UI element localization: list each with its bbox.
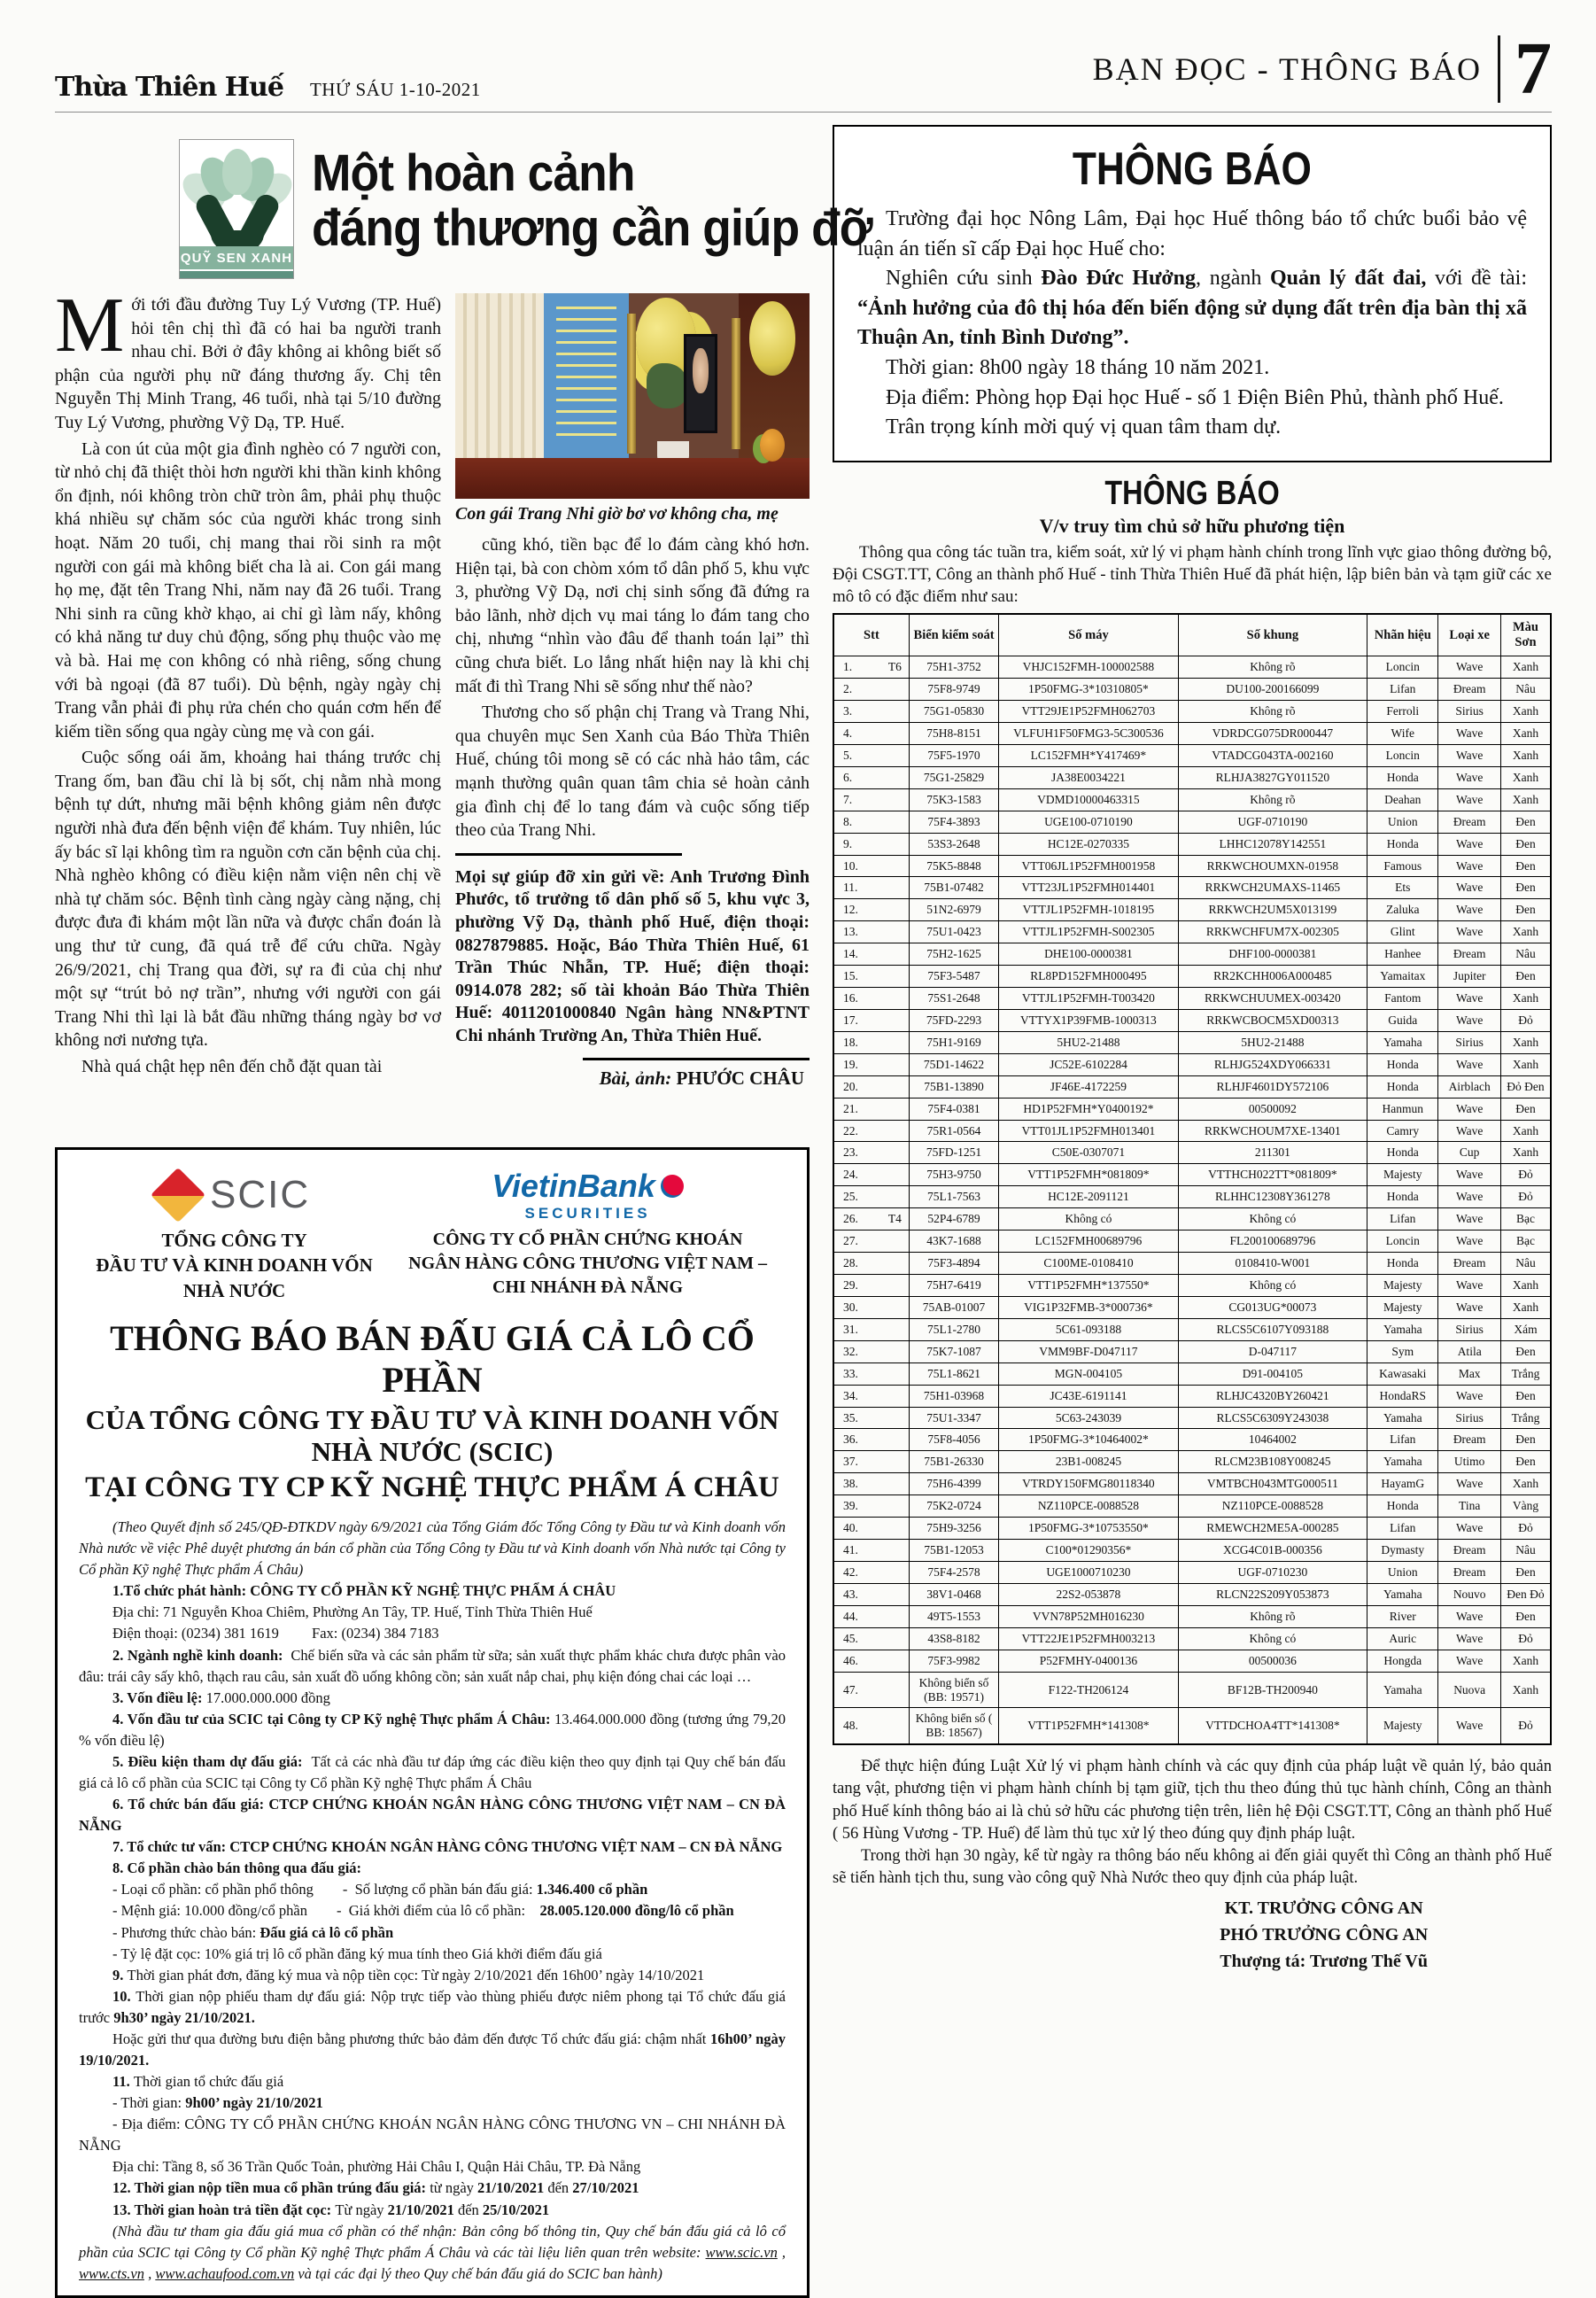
- col-header-engine: Số máy: [999, 614, 1178, 656]
- lotus-hands-icon: [180, 145, 293, 230]
- notice-line: 7. Tổ chức tư vấn: CTCP CHỨNG KHOÁN NGÂN HÀNG CÔNG THƯƠNG VIỆT NAM – CN ĐÀ NẴNG: [112, 1838, 783, 1856]
- table-row: 9. 53S3-2648 HC12E-0270335 LHHC12078Y142551 Honda Wave Đen: [833, 833, 1551, 855]
- notice-line: 13. Thời gian hoàn trả tiền đặt cọc: Từ ngày 21/10/2021 đến 25/10/2021: [112, 2201, 550, 2218]
- notice-line: Trân trọng kính mời quý vị quan tâm tham dự.: [886, 415, 1282, 439]
- notice-line: 4. Vốn đầu tư của SCIC tại Công ty CP Kỹ nghệ Thực phẩm Á Châu: 13.464.000.000 đồng (tương ứng 79,20 % vốn điều lệ): [79, 1710, 786, 1749]
- paragraph: Là con út của một gia đình nghèo có 7 người con, từ nhỏ chị đã thiệt thòi hơn người khi thần kinh không ổn định, nói không tròn chữ tròn âm, phải phụ thuộc khá nhiều sự chăm sóc của người khác trong sinh hoạt. Năm 20 tuổi, chị mang thai rồi sinh ra một người con gái mà không biết cha là ai. Con gái mang họ mẹ, đặt tên Trang Nhi, năm nay đã 26 tuổi. Trang Nhi sinh ra cũng khờ khạo, ai chỉ gì làm nấy, không có khả năng tư duy chủ động, sống phụ thuộc vào mẹ và bà. Hai mẹ con không có nhà riêng, sống chung với bà ngoại (đã 87 tuổi). Dù bệnh, ngày ngày chị Trang vẫn phải đi phụ rửa chén cho quán cơm hến để kiếm tiền sống qua ngày cùng mẹ và con gái.: [55, 439, 441, 741]
- photo-altar-table: [455, 458, 810, 499]
- table-row: 1. T6 75H1-3752 VHJC152FMH-100002588 Không rõ Loncin Wave Xanh: [833, 656, 1551, 679]
- page-number: 7: [1498, 35, 1552, 103]
- photo-candlestick: [627, 314, 636, 454]
- vietinbank-logo: VietinBank: [492, 1168, 684, 1205]
- notice-line: 9. Thời gian phát đơn, đăng ký mua và nộp tiền cọc: Từ ngày 2/10/2021 đến 16h00’ ngày 14/10/2021: [112, 1966, 705, 1984]
- notice-line: - Thời gian: 9h00’ ngày 21/10/2021: [112, 2094, 323, 2112]
- table-row: 3. 75G1-05830 VTT29JE1P52FMH062703 Không rõ Ferroli Sirius Xanh: [833, 701, 1551, 723]
- scic-organization: SCIC TỔNG CÔNG TY ĐẦU TƯ VÀ KINH DOANH VỐN NHÀ NƯỚC: [79, 1162, 390, 1303]
- vehicle-table: [833, 613, 1552, 1745]
- table-row: 2. 75F8-9749 1P50FMG-3*10310805* DU100-200166099 Lifan Đream Nâu: [833, 679, 1551, 701]
- auction-notice-box: [55, 1147, 810, 2298]
- notice-line: 2. Ngành nghề kinh doanh: Chế biến sữa và các sản phẩm từ sữa; sản xuất thực phẩm khác chưa được phân vào đâu: trái cây sấy khô, thạch rau câu, sản xuất đồ uống không cồn; sản xuất nắp chai, phụ kiện đóng chai các loại …: [79, 1646, 786, 1685]
- scic-logo-icon: [151, 1168, 205, 1223]
- table-row: 45. 43S8-8182 VTT22JE1P52FMH003213 Không có Auric Wave Đỏ: [833, 1627, 1551, 1650]
- vehicle-notice-header: [833, 475, 1552, 608]
- notice-line: 5. Điều kiện tham dự đấu giá: Tất cả các nhà đầu tư đáp ứng các điều kiện theo quy định tại Quy chế bán đấu giá cả lô cổ phần của SCIC tại Công ty Cổ phần Kỹ nghệ Thực phẩm Á Châu: [79, 1752, 786, 1791]
- table-row: 13. 75U1-0423 VTTJL1P52FMH-S002305 RRKWCHFUM7X-002305 Glint Wave Xanh: [833, 921, 1551, 943]
- table-row: 33. 75L1-8621 MGN-004105 D91-004105 Kawasaki Max Trắng: [833, 1362, 1551, 1385]
- author-name: PHƯỚC CHÂU: [676, 1067, 804, 1090]
- vietinbank-swoosh-icon: [661, 1175, 684, 1198]
- table-row: 24. 75H3-9750 VTT1P52FMH*081809* VTTHCH022TT*081809* Majesty Wave Đỏ: [833, 1164, 1551, 1186]
- table-row: 48. Không biển số ( BB: 18567) VTT1P52FMH*141308* VTTDCHOA4TT*141308* Majesty Wave Đỏ: [833, 1708, 1551, 1744]
- vehicle-notice-closing: [833, 1756, 1552, 1890]
- notice-line: - Loại cổ phần: cổ phần phổ thông - Số lượng cổ phần bán đấu giá: 1.346.400 cổ phần: [112, 1881, 648, 1898]
- notice-line: - Phương thức chào bán: Đấu giá cả lô cổ phần: [112, 1923, 394, 1941]
- col-header-chassis: Số khung: [1178, 614, 1367, 656]
- notice-line: 11. Thời gian tổ chức đấu giá: [112, 2073, 284, 2091]
- university-notice-box: [833, 125, 1552, 462]
- table-row: 4. 75H8-8151 VLFUH1F50FMG3-5C300536 VDRDCG075DR000447 Wife Wave Xanh: [833, 722, 1551, 744]
- col-header-color: Màu Sơn: [1500, 614, 1551, 656]
- table-row: 7. 75K3-1583 VDMD10000463315 Không rõ Deahan Wave Xanh: [833, 788, 1551, 811]
- paragraph: Trong thời hạn 30 ngày, kể từ ngày ra thông báo nếu không ai đến giải quyết thì Công an thành phố Huế sẽ tiến hành tịch thu, sung vào công quỹ Nhà Nước theo quy định của pháp luật.: [833, 1846, 1552, 1888]
- vietinbank-organization: VietinBank SECURITIES CÔNG TY CỔ PHẦN CHỨNG KHOÁN NGÂN HÀNG CÔNG THƯƠNG VIỆT NAM – CHI NHÁNH ĐÀ NẴNG: [408, 1168, 767, 1297]
- paragraph: Nhà quá chật hẹp nên đến chỗ đặt quan tài: [81, 1057, 383, 1076]
- sen-xanh-fund-logo: [179, 139, 294, 279]
- vehicle-notice-subtitle: V/v truy tìm chủ sở hữu phương tiện: [1039, 514, 1345, 537]
- table-row: 21. 75F4-0381 HD1P52FMH*Y0400192* 00500092 Hanmun Wave Đen: [833, 1098, 1551, 1120]
- paragraph: Cuộc sống oái ăm, khoảng hai tháng trước chị Trang ốm, ban đầu chỉ là bị sốt, chị nằm nhà mong bệnh tự dứt, nhưng mãi bệnh không giảm nên được người nhà đưa đến bệnh viện để khám. Tuy nhiên, lúc ấy bác sĩ lại không tìm ra nguồn cơn căn bệnh của chị. Nhà nghèo không có điều kiện nằm viện nên chị về nhà tự chăm sóc. Bệnh tình càng ngày càng nặng, chị được đưa đi khám một lần nữa và được chẩn đoán là ung thư tử cung, đã quá trễ để cứu chữa. Ngày 26/9/2021, chị Trang qua đời, sự ra đi của chị như một sự “trút bỏ nợ trần”, nhưng với người con gái Trang Nhi thì lại là bắt đầu những tháng ngày bơ vơ không nơi nương tựa.: [55, 748, 441, 1051]
- table-row: 32. 75K7-1087 VMM9BF-D047117 D-047117 Sym Atila Đen: [833, 1340, 1551, 1362]
- paragraph: Thương cho số phận chị Trang và Trang Nhi, qua chuyên mục Sen Xanh của Báo Thừa Thiên Huế, chúng tôi mong sẽ có các nhà hảo tâm, các mạnh thường quân quan tâm chia sẻ hoàn cảnh gia đình chị để lo tang đám và cuộc sống tiếp theo của Trang Nhi.: [455, 703, 810, 841]
- table-row: 19. 75D1-14622 JC52E-6102284 RLHJG524XDY066331 Honda Wave Xanh: [833, 1053, 1551, 1075]
- notice-line: - Tỷ lệ đặt cọc: 10% giá trị lô cổ phần đăng ký mua tính theo Giá khởi điểm đấu giá: [112, 1945, 602, 1962]
- notice-line: Địa chỉ: 71 Nguyễn Khoa Chiêm, Phường An Tây, TP. Huế, Tỉnh Thừa Thiên Huế: [112, 1603, 593, 1621]
- auction-title: THÔNG BÁO BÁN ĐẤU GIÁ CẢ LÔ CỔ PHẦN CỦA TỔNG CÔNG TY ĐẦU TƯ VÀ KINH DOANH VỐN NHÀ NƯỚC (SCIC) TẠI CÔNG TY CP KỸ NGHỆ THỰC PHẨM Á CHÂU: [85, 1318, 779, 1504]
- charity-article-header: [55, 139, 872, 279]
- table-row: 22. 75R1-0564 VTT01JL1P52FMH013401 RRKWCHOUM7XE-13401 Camry Wave Xanh: [833, 1120, 1551, 1142]
- table-row: 10. 75K5-8848 VTT06JL1P52FMH001958 RRKWCHOUMXN-01958 Famous Wave Đen: [833, 855, 1551, 877]
- table-row: 42. 75F4-2578 UGE1000710230 UGF-0710230 Union Đream Đen: [833, 1562, 1551, 1584]
- byline: Bài, ảnh: PHƯỚC CHÂU: [599, 1067, 804, 1090]
- paragraph: cũng khó, tiền bạc để lo đám càng khó hơn. Hiện tại, bà con chòm xóm tổ dân phố 5, khu vực 3, phường Vỹ Dạ, nơi chị sinh sống đã đứng ra bảo lãnh, nhờ dịch vụ mai táng lo đám tang cho chị, nhưng “nhìn vào đâu để thanh toán lại” thì cũng chưa biết. Lo lắng nhất hiện nay là khi chị mất đi thì Trang Nhi sẽ sống như thế nào?: [455, 535, 810, 696]
- photo-candlestick: [732, 318, 740, 449]
- table-row: 8. 75F4-3893 UGE100-0710190 UGF-0710190 Union Đream Đen: [833, 811, 1551, 833]
- notice-line: - Mệnh giá: 10.000 đồng/cổ phần - Giá khởi điểm của lô cổ phần: 28.005.120.000 đồng/lô cổ phần: [112, 1902, 734, 1920]
- divider: [455, 853, 682, 856]
- donation-contact-box: Mọi sự giúp đỡ xin gửi về: Anh Trương Đình Phước, tổ trưởng tổ dân phố số 5, khu vực 3, phường Vỹ Dạ, thành phố Huế, điện thoại: 0827879885. Hoặc, Báo Thừa Thiên Huế, 61 Trần Thúc Nhẫn, TP. Huế; điện thoại: 0914.078 282; số tài khoản Báo Thừa Thiên Huế: 4011201000840 Ngân hàng NN&PTNT Chi nhánh Trường An, Thừa Thiên Huế.: [455, 866, 810, 1045]
- paragraph: Để thực hiện đúng Luật Xử lý vi phạm hành chính và các quy định của pháp luật về quản lý, bảo quản tang vật, phương tiện vi phạm hành chính bị tạm giữ, tịch thu theo đúng thủ tục hành chính, Công an thành phố Huế kính thông báo ai là chủ sở hữu các phương tiện trên, liên hệ Đội CSGT.TT, Công an thành phố Huế ( 56 Hùng Vương - TP. Huế) để làm thủ tục xử lý theo đúng quy định pháp luật.: [833, 1758, 1552, 1843]
- table-row: 5. 75F5-1970 LC152FMH*Y417469* VTADCG043TA-002160 Loncin Wave Xanh: [833, 744, 1551, 766]
- article-photo: [455, 293, 810, 499]
- section-title: BẠN ĐỌC - THÔNG BÁO: [1092, 51, 1482, 87]
- table-row: 27. 43K7-1688 LC152FMH00689796 FL200100689796 Loncin Wave Bạc: [833, 1231, 1551, 1253]
- table-row: 44. 49T5-1553 VVN78P52MH016230 Không rõ River Wave Đen: [833, 1605, 1551, 1627]
- scic-logo-text: SCIC: [209, 1173, 311, 1216]
- divider: [583, 1058, 810, 1060]
- photo-blue-banner: [544, 293, 629, 458]
- table-row: 31. 75L1-2780 5C61-093188 RLCS5C6107Y093188 Yamaha Sirius Xám: [833, 1318, 1551, 1340]
- table-row: 15. 75F3-5487 RL8PD152FMH000495 RR2KCHH006A000485 Yamaitax Jupiter Đen: [833, 966, 1551, 988]
- auction-terms: [79, 1517, 786, 2285]
- notice-line: Hoặc gửi thư qua đường bưu điện bằng phương thức bảo đảm đến được Tổ chức đấu giá: chậm nhất 16h00’ ngày 19/10/2021.: [79, 2030, 786, 2069]
- notice-line: (Nhà đầu tư tham gia đấu giá mua cổ phần có thể nhận: Bản công bố thông tin, Quy chế bán đấu giá cả lô cổ phần của SCIC tại Công ty Cổ phần Kỹ nghệ Thực phẩm Á Châu và các tài liệu liên quan trên website: www.scic.vn , www.cts.vn , www.achaufood.com.vn và tại các đại lý theo Quy chế bán đấu giá do SCIC ban hành): [79, 2222, 786, 2282]
- table-row: 16. 75S1-2648 VTTJL1P52FMH-T003420 RRKWCHUUMEX-003420 Fantom Wave Xanh: [833, 988, 1551, 1010]
- notice-line: 10. Thời gian nộp phiếu tham dự đấu giá: Nộp trực tiếp vào thùng phiếu được niêm phong tại Tổ chức đấu giá trước 9h30’ ngày 21/10/2021.: [79, 1987, 786, 2026]
- table-row: 43. 38V1-0468 22S2-053878 RLCN22S209Y053873 Yamaha Nouvo Đen Đỏ: [833, 1583, 1551, 1605]
- notice-line: Trường đại học Nông Lâm, Đại học Huế thông báo tổ chức buổi bảo vệ luận án tiến sĩ cấp Đại học Huế cho:: [857, 207, 1527, 260]
- table-header-row: [833, 614, 1551, 656]
- table-row: 23. 75FD-1251 C50E-0307071 211301 Honda Cup Xanh: [833, 1142, 1551, 1164]
- col-header-stt: Stt: [833, 614, 909, 656]
- col-header-brand: Nhãn hiệu: [1367, 614, 1438, 656]
- notice-line: 1.Tổ chức phát hành: CÔNG TY CỔ PHẦN KỸ NGHỆ THỰC PHẨM Á CHÂU: [112, 1582, 616, 1600]
- table-row: 6. 75G1-25829 JA38E0034221 RLHJA3827GY011520 Honda Wave Xanh: [833, 766, 1551, 788]
- photo-fruit: [760, 429, 785, 462]
- table-row: 40. 75H9-3256 1P50FMG-3*10753550* RMEWCH2ME5A-000285 Lifan Wave Đỏ: [833, 1518, 1551, 1540]
- notice-line: - Địa điểm: CÔNG TY CỔ PHẦN CHỨNG KHOÁN NGÂN HÀNG CÔNG THƯƠNG VN – CHI NHÁNH ĐÀ NẴNG: [79, 2116, 786, 2154]
- university-notice-title: THÔNG BÁO: [1072, 144, 1313, 195]
- notice-line: Địa chỉ: Tầng 8, số 36 Trần Quốc Toản, phường Hải Châu I, Quận Hải Châu, TP. Đà Nẵng: [112, 2158, 641, 2176]
- table-row: 46. 75F3-9982 P52FMHY-0400136 00500036 Hongda Wave Xanh: [833, 1650, 1551, 1672]
- table-row: 18. 75H1-9169 5HU2-21488 5HU2-21488 Yamaha Sirius Xanh: [833, 1031, 1551, 1053]
- photo-portrait-frame: [684, 334, 717, 432]
- notice-line: (Theo Quyết định số 245/QĐ-ĐTKDV ngày 6/9/2021 của Tổng Giám đốc Tổng Công ty Đầu tư và Kinh doanh vốn Nhà nước về việc Phê duyệt phương án bán cổ phần của Tổng Công ty Đầu tư và Kinh doanh vốn Nhà nước tại Công ty Cổ phần Kỹ nghệ Thực phẩm Á Châu): [79, 1518, 786, 1579]
- col-header-model: Loại xe: [1438, 614, 1501, 656]
- notice-line: Địa điểm: Phòng họp Đại học Huế - số 1 Điện Biên Phủ, thành phố Huế.: [886, 385, 1504, 409]
- table-row: 38. 75H6-4399 VTRDY150FMG80118340 VMTBCH043MTG000511 HayamG Wave Xanh: [833, 1473, 1551, 1495]
- notice-line: Nghiên cứu sinh Đào Đức Hưởng, ngành Quản lý đất đai, với đề tài: “Ảnh hưởng của đô thị hóa đến biến động sử dụng đất trên địa bàn thị xã Thuận An, tỉnh Bình Dương”.: [857, 267, 1528, 350]
- table-row: 37. 75B1-26330 23B1-008245 RLCM23B108Y008245 Yamaha Utimo Đen: [833, 1451, 1551, 1473]
- page-header: [55, 27, 1552, 113]
- table-row: 29. 75H7-6419 VTT1P52FMH*137550* Không có Majesty Wave Xanh: [833, 1275, 1551, 1297]
- table-row: 41. 75B1-12053 C100*01290356* XCG4C01B-000356 Dymasty Đream Nâu: [833, 1540, 1551, 1562]
- table-row: 14. 75H2-1625 DHE100-0000381 DHF100-0000381 Hanhee Đream Nâu: [833, 943, 1551, 966]
- table-row: 34. 75H1-03968 JC43E-6191141 RLHJC4320BY260421 HondaRS Wave Đen: [833, 1385, 1551, 1407]
- photo-flowers: [749, 301, 795, 376]
- table-row: 26. T4 52P4-6789 Không có Không có Lifan Wave Bạc: [833, 1208, 1551, 1231]
- notice-line: 12. Thời gian nộp tiền mua cổ phần trúng đấu giá: từ ngày 21/10/2021 đến 27/10/2021: [112, 2179, 639, 2197]
- table-row: 47. Không biển số (BB: 19571) F122-TH206124 BF12B-TH200940 Yamaha Nuova Xanh: [833, 1672, 1551, 1708]
- table-row: 35. 75U1-3347 5C63-243039 RLCS5C6309Y243038 Yamaha Sirius Trắng: [833, 1407, 1551, 1429]
- fund-logo-label: QUỸ SEN XANH: [180, 246, 293, 269]
- table-row: 30. 75AB-01007 VIG1P32FMB-3*000736* CG013UG*00073 Majesty Wave Xanh: [833, 1296, 1551, 1318]
- notice-line: 8. Cổ phần chào bán thông qua đấu giá:: [112, 1859, 362, 1877]
- col-header-plate: Biển kiểm soát: [909, 614, 998, 656]
- table-row: 11. 75B1-07482 VTT23JL1P52FMH014401 RRKWCH2UMAXS-11465 Ets Wave Đen: [833, 877, 1551, 899]
- photo-caption: Con gái Trang Nhi giờ bơ vơ không cha, mẹ: [455, 504, 779, 524]
- table-row: 17. 75FD-2293 VTTYX1P39FMB-1000313 RRKWCBOCM5XD00313 Guida Wave Đỏ: [833, 1009, 1551, 1031]
- article-title: Một hoàn cảnh đáng thương cần giúp đỡ: [312, 144, 872, 257]
- university-notice-body: [857, 205, 1527, 443]
- issue-date: THỨ SÁU 1-10-2021: [309, 79, 481, 100]
- vehicle-notice-title: THÔNG BÁO: [1104, 474, 1280, 512]
- notice-line: Thời gian: 8h00 ngày 18 tháng 10 năm 2021.: [886, 355, 1270, 379]
- notice-line: 6. Tổ chức bán đấu giá: CTCP CHỨNG KHOÁN NGÂN HÀNG CÔNG THƯƠNG VIỆT NAM – CN ĐÀ NẴNG: [79, 1796, 786, 1835]
- article-body: [55, 283, 810, 1133]
- table-row: 12. 51N2-6979 VTTJL1P52FMH-1018195 RRKWCH2UM5X013199 Zaluka Wave Đen: [833, 899, 1551, 921]
- table-row: 36. 75F8-4056 1P50FMG-3*10464002* 10464002 Lifan Đream Đen: [833, 1429, 1551, 1451]
- paragraph: Mới tới đầu đường Tuy Lý Vương (TP. Huế) hỏi tên chị thì đã có hai ba người tranh nhau chỉ. Bởi ở đây không ai không biết số phận của người phụ nữ đáng thương ấy. Chị tên Nguyễn Thị Minh Trang, 46 tuổi, nhà tại 5/10 đường Tuy Lý Vương, phường Vỹ Dạ, TP. Huế.: [55, 283, 441, 432]
- drop-cap: M: [55, 283, 125, 369]
- notice-line: Điện thoại: (0234) 381 1619 Fax: (0234) 384 7183: [112, 1625, 439, 1642]
- table-row: 20. 75B1-13890 JF46E-4172259 RLHJF4601DY572106 Honda Airblach Đỏ Đen: [833, 1075, 1551, 1098]
- article-column-1: [55, 283, 441, 1133]
- table-row: 28. 75F3-4894 C100ME-0108410 0108410-W001 Honda Đream Nâu: [833, 1253, 1551, 1275]
- table-row: 39. 75K2-0724 NZ110PCE-0088528 NZ110PCE-0088528 Honda Tina Vàng: [833, 1495, 1551, 1518]
- signature-block: KT. TRƯỞNG CÔNG AN PHÓ TRƯỞNG CÔNG AN Thượng tá: Trương Thế Vũ: [1220, 1898, 1429, 1972]
- vehicle-notice-intro: Thông qua công tác tuần tra, kiểm soát, xử lý vi phạm hành chính trong lĩnh vực giao thông đường bộ, Đội CSGT.TT, Công an thành phố Huế - tỉnh Thừa Thiên Huế đã phát hiện, lập biên bản và tạm giữ các xe mô tô có đặc điểm như sau:: [833, 542, 1552, 606]
- notice-line: 3. Vốn điều lệ: 17.000.000.000 đồng: [112, 1689, 330, 1706]
- table-row: 25. 75L1-7563 HC12E-2091121 RLHHC12308Y361278 Honda Wave Đỏ: [833, 1186, 1551, 1208]
- newspaper-masthead: Thừa Thiên Huế: [55, 72, 283, 103]
- article-column-2: [455, 293, 810, 1133]
